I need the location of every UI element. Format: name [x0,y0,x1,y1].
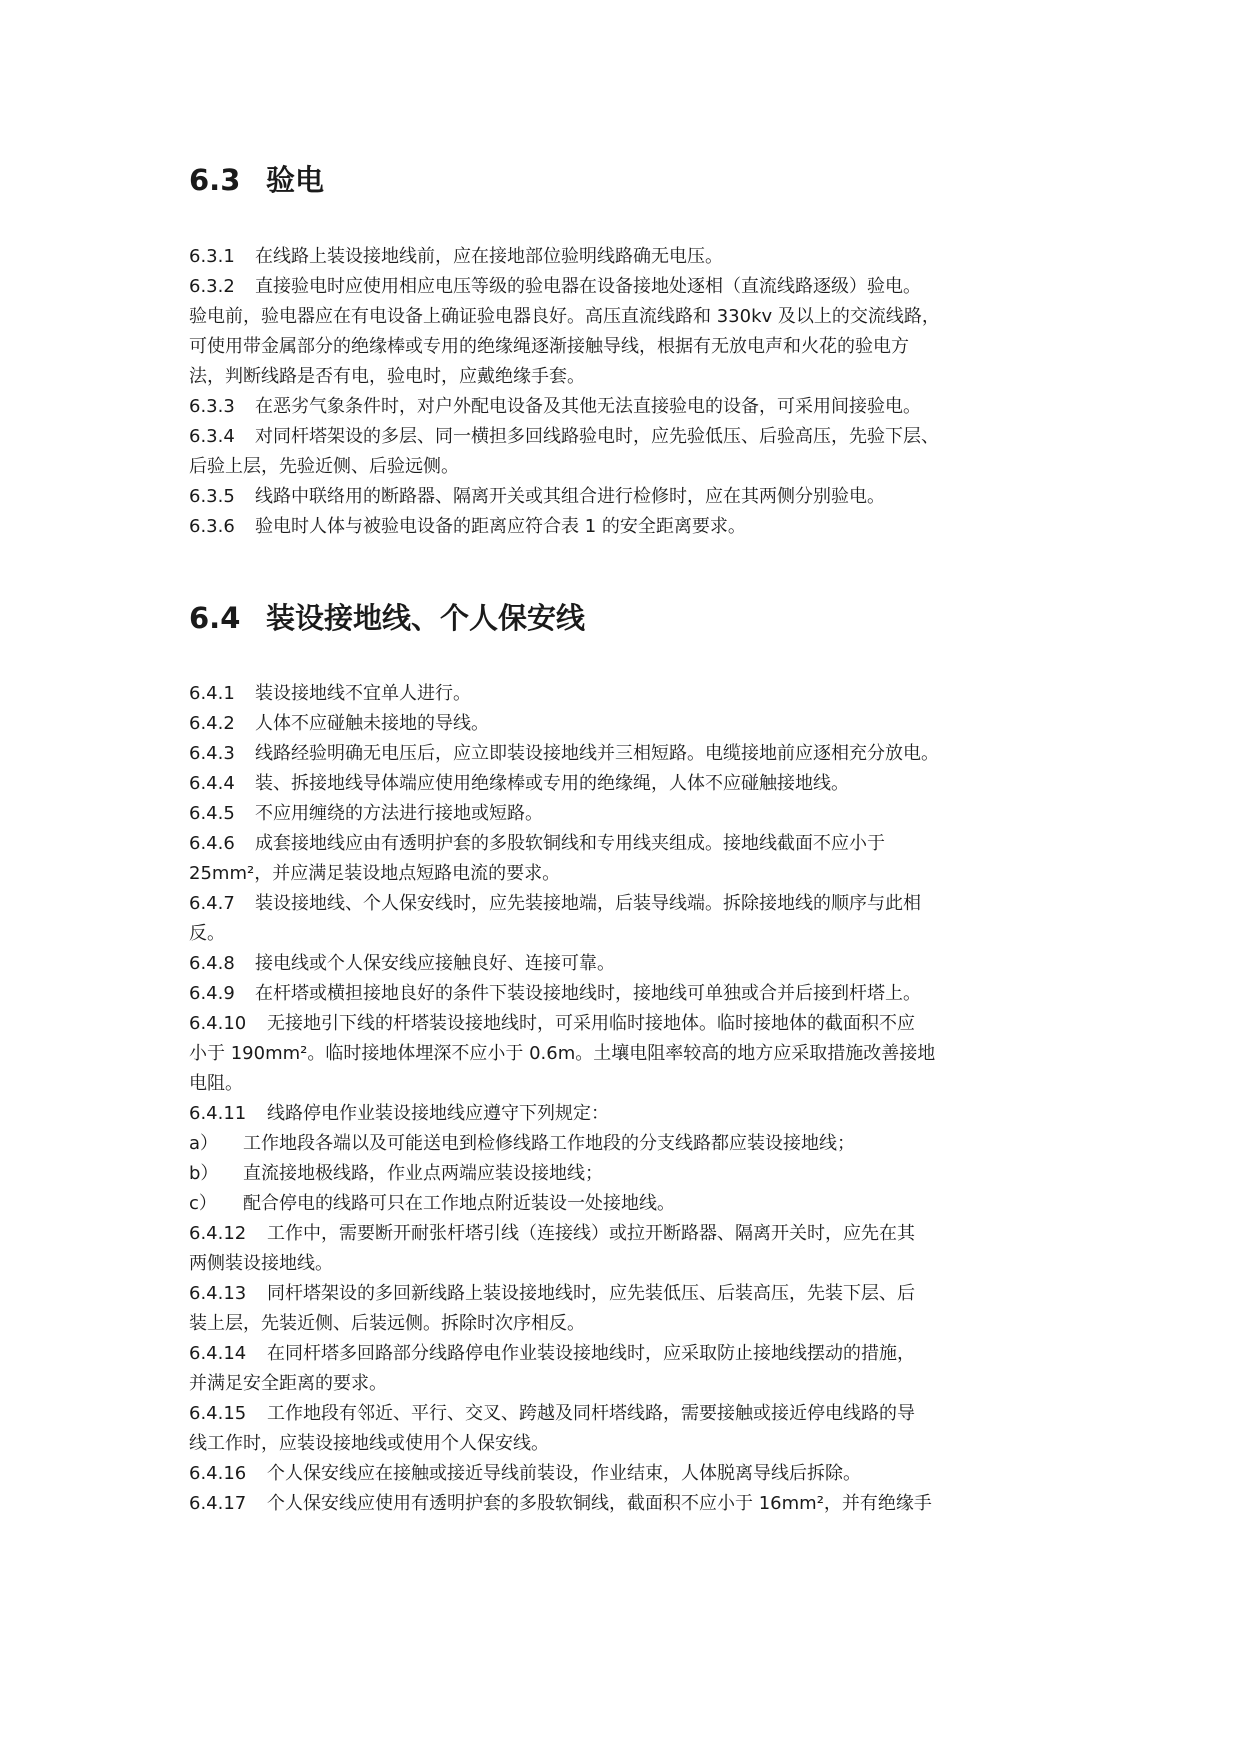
clause-number: 6.4.7 [189,893,235,914]
clause-6-4-10 [189,1011,915,1037]
clause-6-3-3 [189,394,921,420]
clause-6-4-13 [189,1281,915,1307]
clause-continuation: 并满足安全距离的要求。 [189,1373,387,1394]
clause-continuation: 验电前，验电器应在有电设备上确证验电器良好。高压直流线路和 330kv 及以上的交流线路， [189,306,940,327]
clause-6-4-16 [189,1461,861,1487]
clause-text: 同杆塔架设的多回新线路上装设接地线时，应先装低压、后装高压，先装下层、后 [267,1283,915,1304]
clause-6-4-4 [189,771,849,797]
clause-continuation: 可使用带金属部分的绝缘棒或专用的绝缘绳逐渐接触导线，根据有无放电声和火花的验电方 [189,336,909,357]
clause-text: 个人保安线应使用有透明护套的多股软铜线，截面积不应小于 16mm²，并有绝缘手 [267,1493,932,1514]
section-heading-6-3 [189,160,324,200]
clause-text: 在线路上装设接地线前，应在接地部位验明线路确无电压。 [255,246,723,267]
clause-continuation: 反。 [189,923,225,944]
clause-6-4-11 [189,1101,609,1127]
clause-continuation: 装上层，先装近侧、后装远侧。拆除时次序相反。 [189,1313,585,1334]
clause-text: 接电线或个人保安线应接触良好、连接可靠。 [255,953,615,974]
list-item-text: 配合停电的线路可只在工作地点附近装设一处接地线。 [243,1193,675,1214]
clause-number: 6.4.4 [189,773,235,794]
clause-6-4-12 [189,1221,915,1247]
clause-text: 工作地段有邻近、平行、交叉、跨越及同杆塔线路，需要接触或接近停电线路的导 [267,1403,915,1424]
clause-text: 无接地引下线的杆塔装设接地线时，可采用临时接地体。临时接地体的截面积不应 [267,1013,915,1034]
clause-number: 6.4.8 [189,953,235,974]
clause-continuation: 25mm²，并应满足装设地点短路电流的要求。 [189,863,561,884]
clause-6-3-2 [189,274,921,300]
section-number: 6.3 [189,163,241,197]
clause-continuation: 小于 190mm²。临时接地体埋深不应小于 0.6m。土壤电阻率较高的地方应采取措施改善接地 [189,1043,936,1064]
clause-text: 人体不应碰触未接地的导线。 [255,713,489,734]
section-number: 6.4 [189,601,241,635]
clause-6-4-7 [189,891,921,917]
clause-6-4-14 [189,1341,915,1367]
clause-6-4-17 [189,1491,932,1517]
clause-number: 6.4.6 [189,833,235,854]
clause-text: 在杆塔或横担接地良好的条件下装设接地线时，接地线可单独或合并后接到杆塔上。 [255,983,921,1004]
clause-6-4-9 [189,981,921,1007]
clause-continuation: 线工作时，应装设接地线或使用个人保安线。 [189,1433,549,1454]
clause-number: 6.4.15 [189,1403,247,1424]
clause-continuation: 两侧装设接地线。 [189,1253,333,1274]
clause-6-3-6 [189,514,746,540]
clause-number: 6.4.13 [189,1283,247,1304]
clause-number: 6.4.1 [189,683,235,704]
clause-continuation: 法，判断线路是否有电，验电时，应戴绝缘手套。 [189,366,585,387]
clause-continuation: 后验上层，先验近侧、后验远侧。 [189,456,459,477]
clause-text: 验电时人体与被验电设备的距离应符合表 1 的安全距离要求。 [255,516,746,537]
clause-number: 6.4.11 [189,1103,247,1124]
list-item-label: a） [189,1133,219,1154]
clause-number: 6.4.16 [189,1463,247,1484]
clause-6-4-15 [189,1401,915,1427]
list-item-b [189,1161,603,1187]
clause-number: 6.3.2 [189,276,235,297]
list-item-c [189,1191,675,1217]
clause-text: 对同杆塔架设的多层、同一横担多回线路验电时，应先验低压、后验高压，先验下层、 [255,426,939,447]
clause-text: 线路经验明确无电压后，应立即装设接地线并三相短路。电缆接地前应逐相充分放电。 [255,743,939,764]
section-heading-6-4 [189,598,585,638]
clause-continuation: 电阻。 [189,1073,243,1094]
clause-text: 装、拆接地线导体端应使用绝缘棒或专用的绝缘绳，人体不应碰触接地线。 [255,773,849,794]
clause-number: 6.3.4 [189,426,235,447]
list-item-text: 工作地段各端以及可能送电到检修线路工作地段的分支线路都应装设接地线； [243,1133,855,1154]
clause-number: 6.3.5 [189,486,235,507]
clause-6-4-8 [189,951,615,977]
clause-text: 装设接地线、个人保安线时，应先装接地端，后装导线端。拆除接地线的顺序与此相 [255,893,921,914]
clause-number: 6.3.1 [189,246,235,267]
clause-6-4-6 [189,831,885,857]
clause-number: 6.4.12 [189,1223,247,1244]
clause-number: 6.4.2 [189,713,235,734]
clause-text: 直接验电时应使用相应电压等级的验电器在设备接地处逐相（直流线路逐级）验电。 [255,276,921,297]
clause-number: 6.4.10 [189,1013,247,1034]
clause-text: 不应用缠绕的方法进行接地或短路。 [255,803,543,824]
clause-6-3-5 [189,484,885,510]
clause-number: 6.4.3 [189,743,235,764]
clause-text: 在恶劣气象条件时，对户外配电设备及其他无法直接验电的设备，可采用间接验电。 [255,396,921,417]
clause-number: 6.4.14 [189,1343,247,1364]
clause-6-4-1 [189,681,471,707]
clause-number: 6.3.6 [189,516,235,537]
clause-number: 6.4.5 [189,803,235,824]
section-title: 验电 [266,163,325,197]
clause-text: 装设接地线不宜单人进行。 [255,683,471,704]
clause-6-4-5 [189,801,543,827]
list-item-label: c） [189,1193,217,1214]
clause-text: 成套接地线应由有透明护套的多股软铜线和专用线夹组成。接地线截面不应小于 [255,833,885,854]
clause-number: 6.3.3 [189,396,235,417]
clause-6-3-4 [189,424,939,450]
section-title: 装设接地线、个人保安线 [266,601,586,635]
list-item-text: 直流接地极线路，作业点两端应装设接地线； [243,1163,603,1184]
clause-text: 个人保安线应在接触或接近导线前装设，作业结束，人体脱离导线后拆除。 [267,1463,861,1484]
clause-text: 工作中，需要断开耐张杆塔引线（连接线）或拉开断路器、隔离开关时，应先在其 [267,1223,915,1244]
clause-text: 线路停电作业装设接地线应遵守下列规定： [267,1103,609,1124]
clause-6-3-1 [189,244,723,270]
clause-6-4-2 [189,711,489,737]
clause-number: 6.4.9 [189,983,235,1004]
list-item-label: b） [189,1163,219,1184]
clause-number: 6.4.17 [189,1493,247,1514]
clause-text: 在同杆塔多回路部分线路停电作业装设接地线时，应采取防止接地线摆动的措施， [267,1343,915,1364]
list-item-a [189,1131,855,1157]
clause-text: 线路中联络用的断路器、隔离开关或其组合进行检修时，应在其两侧分别验电。 [255,486,885,507]
clause-6-4-3 [189,741,939,767]
